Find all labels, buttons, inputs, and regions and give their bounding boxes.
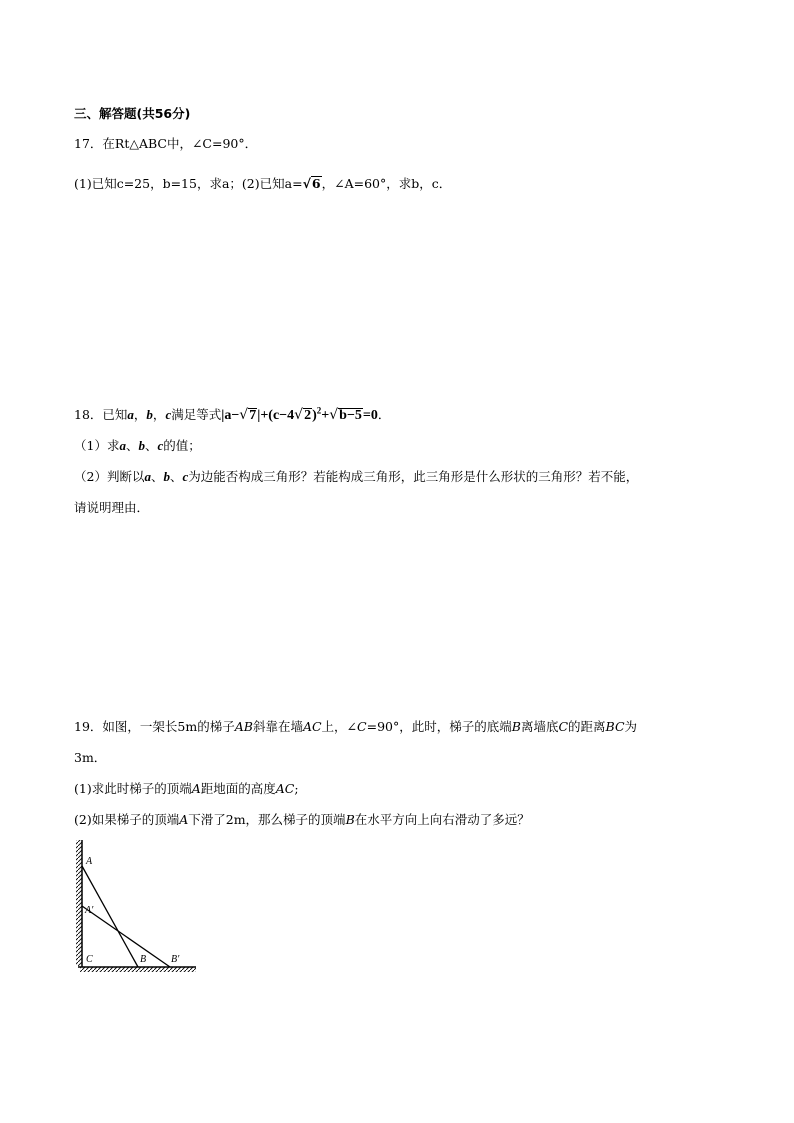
- ladder-AB: [82, 866, 138, 967]
- q18-sub1: [74, 438, 201, 454]
- label-B: B: [140, 954, 147, 965]
- var-c: c: [182, 469, 189, 484]
- q18-sub2-sep: 、: [169, 469, 183, 484]
- eq-part3: ): [312, 408, 317, 423]
- var-a: a: [119, 438, 126, 453]
- eq-part5: =0: [362, 408, 378, 423]
- q18-sub2-sep: 、: [150, 469, 164, 484]
- q18-sub2-prefix: （2）判断以: [74, 469, 145, 484]
- q17-stem: 17．在Rt△ABC中，∠C=90°．: [74, 136, 258, 151]
- q19-BC: BC: [605, 719, 625, 734]
- q18-sub1-sep: 、: [125, 438, 139, 453]
- eq-exponent: 2: [316, 405, 322, 416]
- q18-equation: $|a-√7|+(c-4√2)^2+√b-5=0$: [221, 405, 378, 423]
- q19-sub2-text: (2)如果梯子的顶端: [74, 812, 180, 827]
- q17-part-suffix: ，∠A=60°，求b，c．: [321, 176, 452, 191]
- q19-sub1-AC: AC: [275, 781, 295, 796]
- eq-part4: +: [321, 408, 330, 423]
- q19-sub1-text: 距地面的高度: [200, 781, 276, 796]
- ladder-figure: [70, 838, 205, 978]
- section-title: 三、解答题(共56分): [74, 106, 191, 121]
- ladder-A-prime-B-prime: [82, 906, 170, 967]
- q17-part-text: (1)已知c=25，b=15，求a；(2)已知a=: [74, 176, 303, 191]
- q17-sqrt-arg: 6: [311, 176, 321, 191]
- q19-sub2-text: 下滑了2m，那么梯子的顶端: [188, 812, 346, 827]
- label-C: C: [86, 954, 93, 965]
- q18-prefix: 18．已知: [74, 407, 128, 422]
- q19-text: 离墙底: [520, 719, 559, 734]
- q19-sub2-B: B: [345, 812, 355, 827]
- var-b: b: [163, 469, 170, 484]
- q18-sep: ，: [152, 407, 166, 422]
- q18-mid: 满足等式: [171, 407, 222, 422]
- q19-sub2-A: A: [179, 812, 189, 827]
- eq-part2: +(c−4: [260, 408, 295, 423]
- eq-abs-open: |a−: [221, 408, 240, 423]
- q19-text: =90°，此时，梯子的底端: [366, 719, 512, 734]
- q19-text: 的距离: [568, 719, 606, 734]
- eq-sqrt-b5: b−5: [339, 408, 362, 423]
- label-B-prime: B′: [171, 954, 180, 965]
- q17-parts: (1)已知c=25，b=15，求a；(2)已知a=√6，∠A=60°，求b，c．: [74, 176, 452, 191]
- var-c: c: [157, 438, 164, 453]
- q18-sub1-prefix: （1）求: [74, 438, 120, 453]
- var-b: b: [146, 407, 153, 422]
- q19-text: 上，∠: [321, 719, 358, 734]
- q19-text: 为: [624, 719, 638, 734]
- var-a: a: [144, 469, 151, 484]
- q19-text: 斜靠在墙: [252, 719, 303, 734]
- q18-sub1-sep: 、: [144, 438, 158, 453]
- label-A: A: [86, 856, 93, 867]
- q19-AC: AC: [302, 719, 322, 734]
- q19-sub1: [74, 781, 299, 797]
- var-c: c: [165, 407, 172, 422]
- q18-sub2-line2: 请说明理由．: [74, 500, 150, 515]
- var-a: a: [127, 407, 134, 422]
- q19-C: C: [558, 719, 569, 734]
- q18-stem: [74, 407, 390, 424]
- q18-sub2: [74, 469, 638, 485]
- q18-end: ．: [377, 407, 391, 422]
- q19-sub1-text: (1)求此时梯子的顶端: [74, 781, 192, 796]
- q19-sub2: [74, 812, 530, 828]
- q18-sub1-suffix: 的值；: [163, 438, 201, 453]
- label-A-prime: A′: [85, 905, 94, 916]
- q19-C: C: [357, 719, 367, 734]
- var-b: b: [138, 438, 145, 453]
- eq-sqrt2: 2: [304, 408, 312, 423]
- q19-stem: [74, 719, 637, 735]
- eq-abs-close: |: [257, 408, 261, 423]
- q19-sub1-A: A: [191, 781, 201, 796]
- q18-sub2-suffix: 为边能否构成三角形？若能构成三角形，此三角形是什么形状的三角形？若不能，: [188, 469, 639, 484]
- q19-sub1-text: ;: [294, 781, 299, 796]
- eq-sqrt7: 7: [249, 408, 257, 423]
- q19-text: 19．如图，一架长5m的梯子: [74, 719, 235, 734]
- q19-AB: AB: [234, 719, 253, 734]
- q19-line2: 3m．: [74, 750, 107, 765]
- wall-hatching: [76, 840, 82, 966]
- q19-B: B: [511, 719, 521, 734]
- q19-sub2-text: 在水平方向上向右滑动了多远？: [354, 812, 530, 827]
- q18-sep: ，: [133, 407, 147, 422]
